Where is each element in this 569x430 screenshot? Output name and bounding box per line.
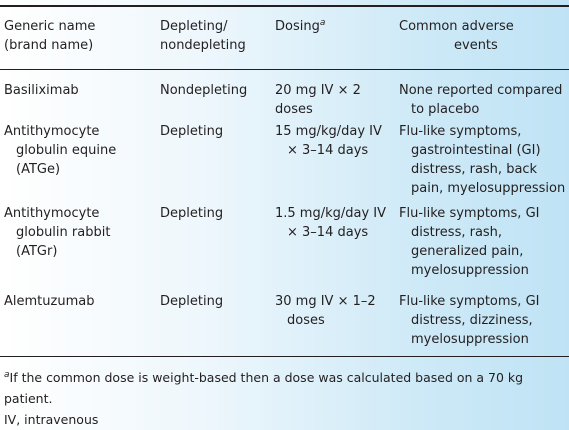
table-footnote bbox=[4, 367, 566, 430]
row-depleting: Nondepleting bbox=[160, 83, 248, 98]
footnote-marker: a bbox=[4, 370, 10, 380]
row-adverse-line: pain, myelosuppression bbox=[411, 181, 566, 196]
header-adverse-line2: events bbox=[454, 38, 498, 53]
header-dosing bbox=[275, 17, 395, 36]
row-adverse-line: None reported compared bbox=[399, 83, 563, 98]
row-dosing-line: 30 mg IV × 1–2 bbox=[275, 294, 376, 309]
header-depleting-line1: Depleting/ bbox=[160, 19, 228, 34]
header-generic-line2: (brand name) bbox=[4, 38, 94, 53]
row-depleting: Depleting bbox=[160, 206, 224, 221]
row-adverse-line: generalized pain, bbox=[411, 244, 524, 259]
row-dosing bbox=[275, 292, 395, 330]
row-adverse-line: distress, rash, bbox=[411, 225, 503, 240]
footnote-abbreviation: IV, intravenous bbox=[4, 412, 99, 427]
row-generic-name-line: Alemtuzumab bbox=[4, 294, 95, 309]
header-generic-line1: Generic name bbox=[4, 19, 96, 34]
row-dosing-line: 1.5 mg/kg/day IV bbox=[275, 206, 387, 221]
row-adverse-line: to placebo bbox=[411, 102, 480, 117]
header-depleting-line2: nondepleting bbox=[160, 38, 246, 53]
header-rule bbox=[0, 69, 569, 70]
row-adverse bbox=[399, 204, 567, 280]
row-adverse-line: distress, rash, back bbox=[411, 162, 538, 177]
row-adverse-line: gastrointestinal (GI) bbox=[411, 143, 541, 158]
row-generic-name-line: (ATGr) bbox=[16, 244, 58, 259]
header-adverse bbox=[399, 17, 567, 55]
row-adverse-line: Flu-like symptoms, GI bbox=[399, 294, 540, 309]
row-adverse-line: myelosuppression bbox=[411, 263, 529, 278]
row-generic-name-line: Antithymocyte bbox=[4, 124, 100, 139]
row-generic-name-line: Antithymocyte bbox=[4, 206, 100, 221]
table-bottom-rule bbox=[0, 356, 569, 357]
row-dosing bbox=[275, 81, 395, 119]
row-dosing-line: × 3–14 days bbox=[287, 225, 369, 240]
row-adverse bbox=[399, 122, 567, 198]
header-dosing-footnote-marker: a bbox=[319, 18, 326, 28]
row-adverse bbox=[399, 81, 567, 119]
header-dosing-label: Dosing bbox=[275, 19, 320, 34]
footnote-text: If the common dose is weight-based then a dose was calculated based on a 70 kg patient. bbox=[4, 370, 524, 406]
table-top-rule bbox=[0, 5, 569, 7]
row-generic-name bbox=[4, 292, 154, 311]
row-dosing-line: 15 mg/kg/day IV bbox=[275, 124, 382, 139]
header-depleting bbox=[160, 17, 290, 55]
row-depleting: Depleting bbox=[160, 294, 224, 309]
row-generic-name bbox=[4, 81, 154, 100]
row-generic-name bbox=[4, 122, 154, 179]
row-adverse-line: Flu-like symptoms, bbox=[399, 124, 522, 139]
row-generic-name bbox=[4, 204, 154, 261]
header-generic-name bbox=[4, 17, 154, 55]
row-adverse-line: myelosuppression bbox=[411, 332, 529, 347]
row-dosing-line: × 3–14 days bbox=[287, 143, 369, 158]
row-adverse bbox=[399, 292, 567, 349]
footnote-line bbox=[4, 367, 566, 409]
row-dosing bbox=[275, 122, 395, 160]
row-dosing-line: 20 mg IV × 2 doses bbox=[275, 83, 361, 117]
row-generic-name-line: (ATGe) bbox=[16, 162, 61, 177]
row-adverse-line: Flu-like symptoms, GI bbox=[399, 206, 540, 221]
row-dosing bbox=[275, 204, 395, 242]
row-generic-name-line: globulin rabbit bbox=[16, 225, 111, 240]
row-adverse-line: distress, dizziness, bbox=[411, 313, 533, 328]
header-adverse-line1: Common adverse bbox=[399, 19, 514, 34]
row-depleting: Depleting bbox=[160, 124, 224, 139]
row-generic-name-line: globulin equine bbox=[16, 143, 117, 158]
row-generic-name-line: Basiliximab bbox=[4, 83, 79, 98]
row-dosing-line: doses bbox=[287, 313, 325, 328]
